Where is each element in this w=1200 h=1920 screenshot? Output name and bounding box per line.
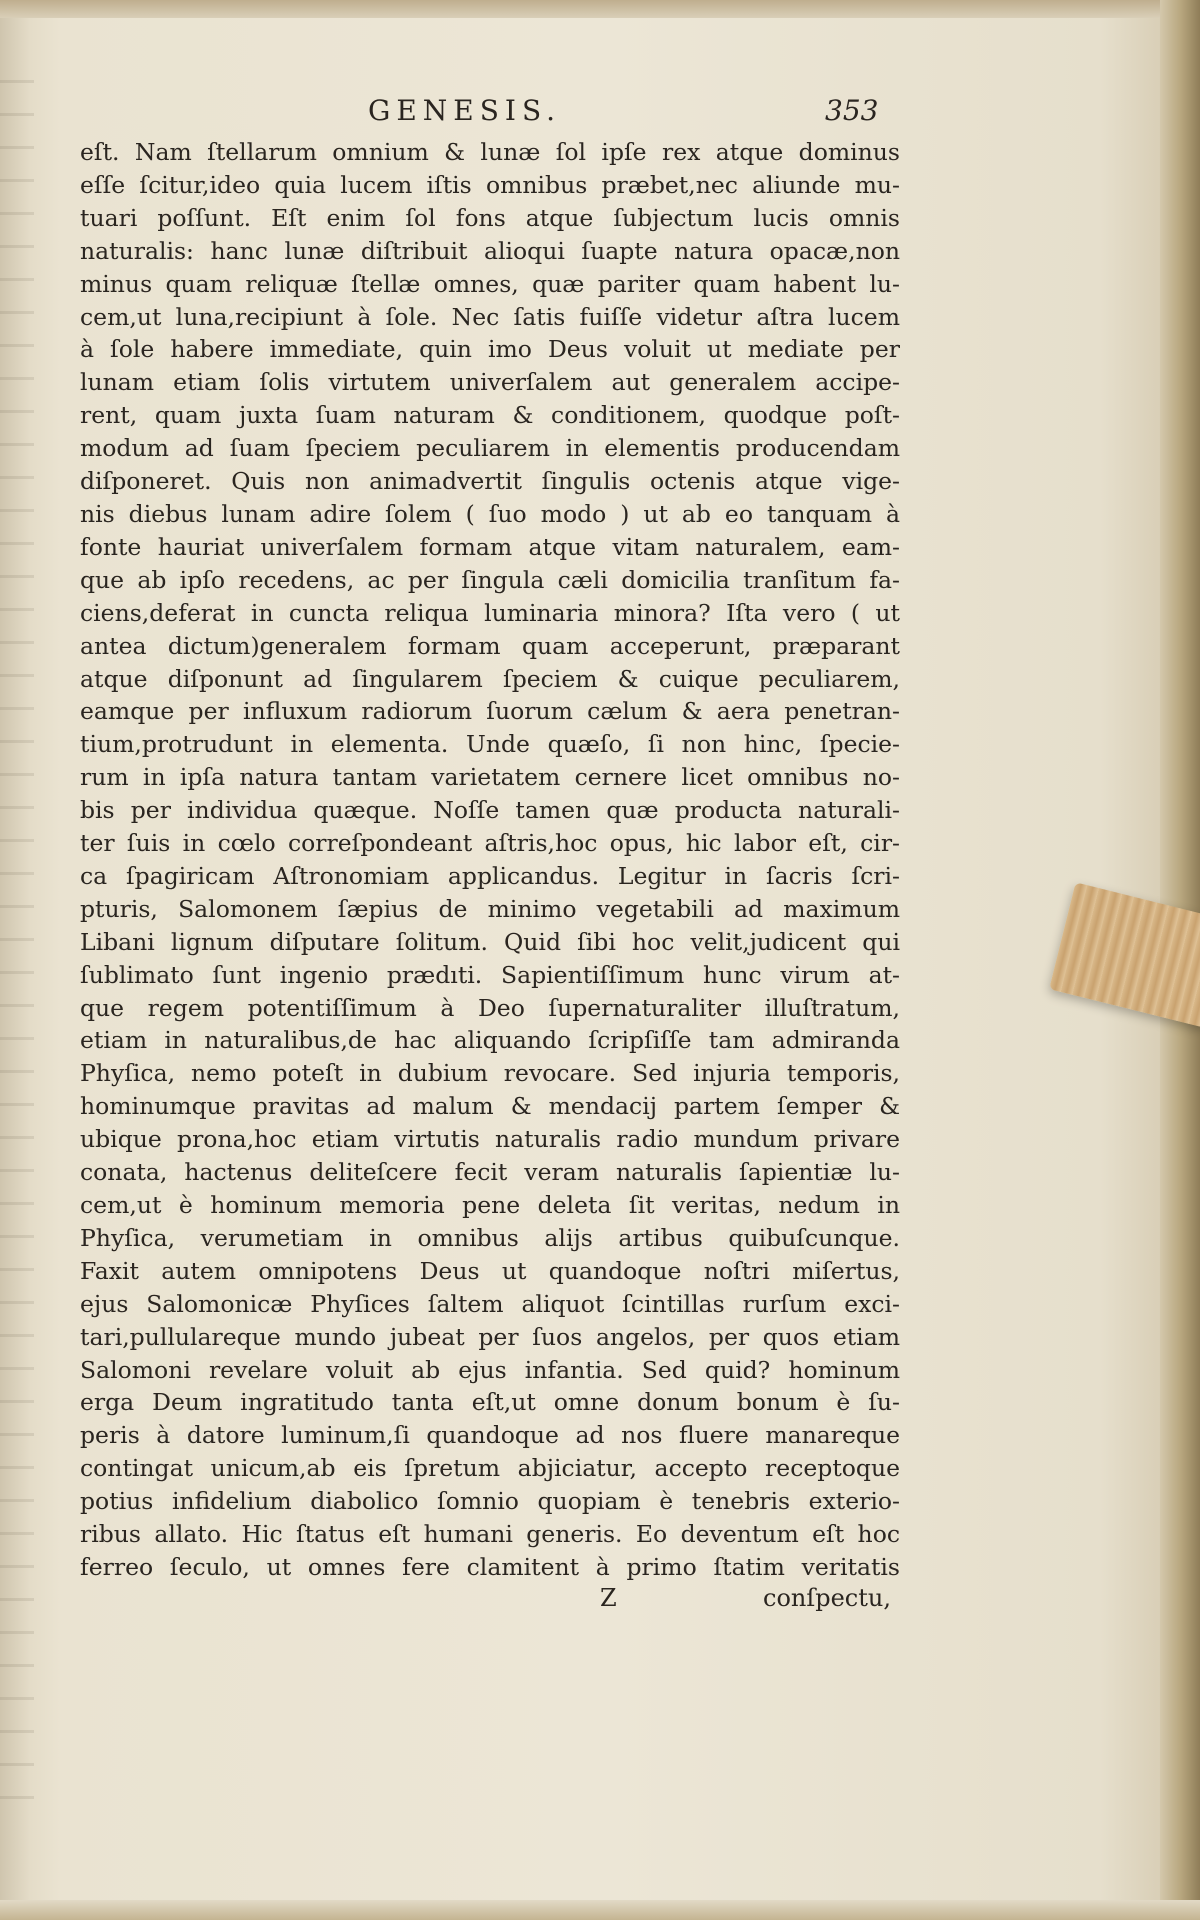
text-line: eſt. Nam ſtellarum omnium & lunæ ſol ipſe rex atque dominus xyxy=(80,138,900,166)
text-line: minus quam reliquæ ſtellæ omnes, quæ pariter quam habent lu- xyxy=(80,269,900,298)
text-line: pturis, Salomonem ſæpius de minimo vegetabili ad maximum xyxy=(80,894,900,923)
text-line: hominumque pravitas ad malum & mendacij partem ſemper & xyxy=(80,1092,900,1121)
text-line: atque diſponunt ad ſingularem ſpeciem & cuique peculiarem, xyxy=(80,664,900,693)
text-line: erga Deum ingratitudo tanta eſt,ut omne donum bonum è ſu- xyxy=(80,1388,900,1417)
text-line: modum ad ſuam ſpeciem peculiarem in elementis producendam xyxy=(80,434,900,463)
catchword: conſpectu, xyxy=(763,1583,891,1612)
text-line: nis diebus lunam adire ſolem ( ſuo modo ) ut ab eo tanquam à xyxy=(80,499,900,528)
text-line: ciens,deferat in cuncta reliqua luminaria minora? Iſta vero ( ut xyxy=(80,598,900,627)
running-title: GENESIS. xyxy=(368,94,562,127)
text-line: ejus Salomonicæ Phyſices ſaltem aliquot ſcintillas rurſum exci- xyxy=(80,1289,900,1318)
text-line: eſſe ſcitur,ideo quia lucem iſtis omnibus præbet,nec aliunde mu- xyxy=(80,170,900,199)
text-line: tium,protrudunt in elementa. Unde quæſo, ſi non hinc, ſpecie- xyxy=(80,730,900,759)
text-line: ca ſpagiricam Aſtronomiam applicandus. Legitur in ſacris ſcri- xyxy=(80,861,900,890)
text-line: que regem potentiſſimum à Deo ſupernaturaliter illuſtratum, xyxy=(80,993,900,1022)
signature-mark: Z xyxy=(600,1583,617,1612)
text-line: Libani lignum diſputare ſolitum. Quid ſibi hoc velit,judicent qui xyxy=(80,927,900,956)
text-line: bis per individua quæque. Noſſe tamen quæ producta naturali- xyxy=(80,796,900,825)
text-line: rent, quam juxta ſuam naturam & conditionem, quodque poſt- xyxy=(80,401,900,430)
page-bottom-edge xyxy=(0,1900,1200,1920)
text-line: cem,ut è hominum memoria pene deleta ſit veritas, nedum in xyxy=(80,1191,900,1219)
text-block xyxy=(80,90,900,1618)
text-line: etiam in naturalibus,de hac aliquando ſcripſiſſe tam admiranda xyxy=(80,1026,900,1055)
text-line: ſublimato ſunt ingenio prædıti. Sapientiſſimum hunc virum at- xyxy=(80,960,900,989)
text-line: lunam etiam ſolis virtutem univerſalem aut generalem accipe- xyxy=(80,368,900,397)
text-line: peris à datore luminum,ſi quandoque ad nos fluere manareque xyxy=(80,1421,900,1450)
text-line: ferreo ſeculo, ut omnes fere clamitent à primo ſtatim veritatis xyxy=(80,1552,900,1581)
text-line: antea dictum)generalem formam quam acceperunt, præparant xyxy=(80,631,900,660)
text-line: eamque per influxum radiorum ſuorum cælum & aera penetran- xyxy=(80,697,900,726)
text-line: potius infidelium diabolico ſomnio quopiam è tenebris exterio- xyxy=(80,1487,900,1516)
gutter-show-through xyxy=(0,80,34,1800)
text-line: contingat unicum,ab eis ſpretum abjiciatur, accepto receptoque xyxy=(80,1454,900,1483)
page-number: 353 xyxy=(825,94,879,127)
text-line: ubique prona,hoc etiam virtutis naturalis radio mundum privare xyxy=(80,1125,900,1154)
text-line: Phyſica, verumetiam in omnibus alijs artibus quibuſcunque. xyxy=(80,1223,900,1252)
text-line: diſponeret. Quis non animadvertit ſingulis octenis atque vige- xyxy=(80,467,900,496)
text-line: rum in ipſa natura tantam varietatem cernere licet omnibus no- xyxy=(80,763,900,792)
text-line: tuari poſſunt. Eſt enim ſol fons atque ſubjectum lucis omnis xyxy=(80,203,900,232)
text-line: que ab ipſo recedens, ac per ſingula cæli domicilia tranſitum fa- xyxy=(80,565,900,594)
footer-row xyxy=(80,1584,900,1618)
text-line: cem,ut luna,recipiunt à ſole. Nec ſatis fuiſſe videtur aſtra lucem xyxy=(80,302,900,331)
page-top-edge xyxy=(0,0,1200,18)
text-line: Phyſica, nemo poteſt in dubium revocare. Sed injuria temporis, xyxy=(80,1059,900,1088)
text-line: ribus allato. Hic ſtatus eſt humani generis. Eo deventum eſt hoc xyxy=(80,1520,900,1549)
text-line: tari,pullulareque mundo jubeat per ſuos angelos, per quos etiam xyxy=(80,1322,900,1351)
text-line: Salomoni revelare voluit ab ejus infantia. Sed quid? hominum xyxy=(80,1355,900,1384)
body-text xyxy=(80,136,900,1584)
text-line: naturalis: hanc lunæ diſtribuit alioqui ſuapte natura opacæ,non xyxy=(80,236,900,265)
text-line: à ſole habere immediate, quin imo Deus voluit ut mediate per xyxy=(80,335,900,364)
running-head xyxy=(80,90,900,134)
text-line: Faxit autem omnipotens Deus ut quandoque noſtri miſertus, xyxy=(80,1256,900,1285)
text-line: fonte hauriat univerſalem formam atque vitam naturalem, eam- xyxy=(80,532,900,561)
text-line: ter ſuis in cœlo correſpondeant aſtris,hoc opus, hic labor eſt, cir- xyxy=(80,829,900,858)
text-line: conata, hactenus deliteſcere fecit veram naturalis ſapientiæ lu- xyxy=(80,1158,900,1187)
